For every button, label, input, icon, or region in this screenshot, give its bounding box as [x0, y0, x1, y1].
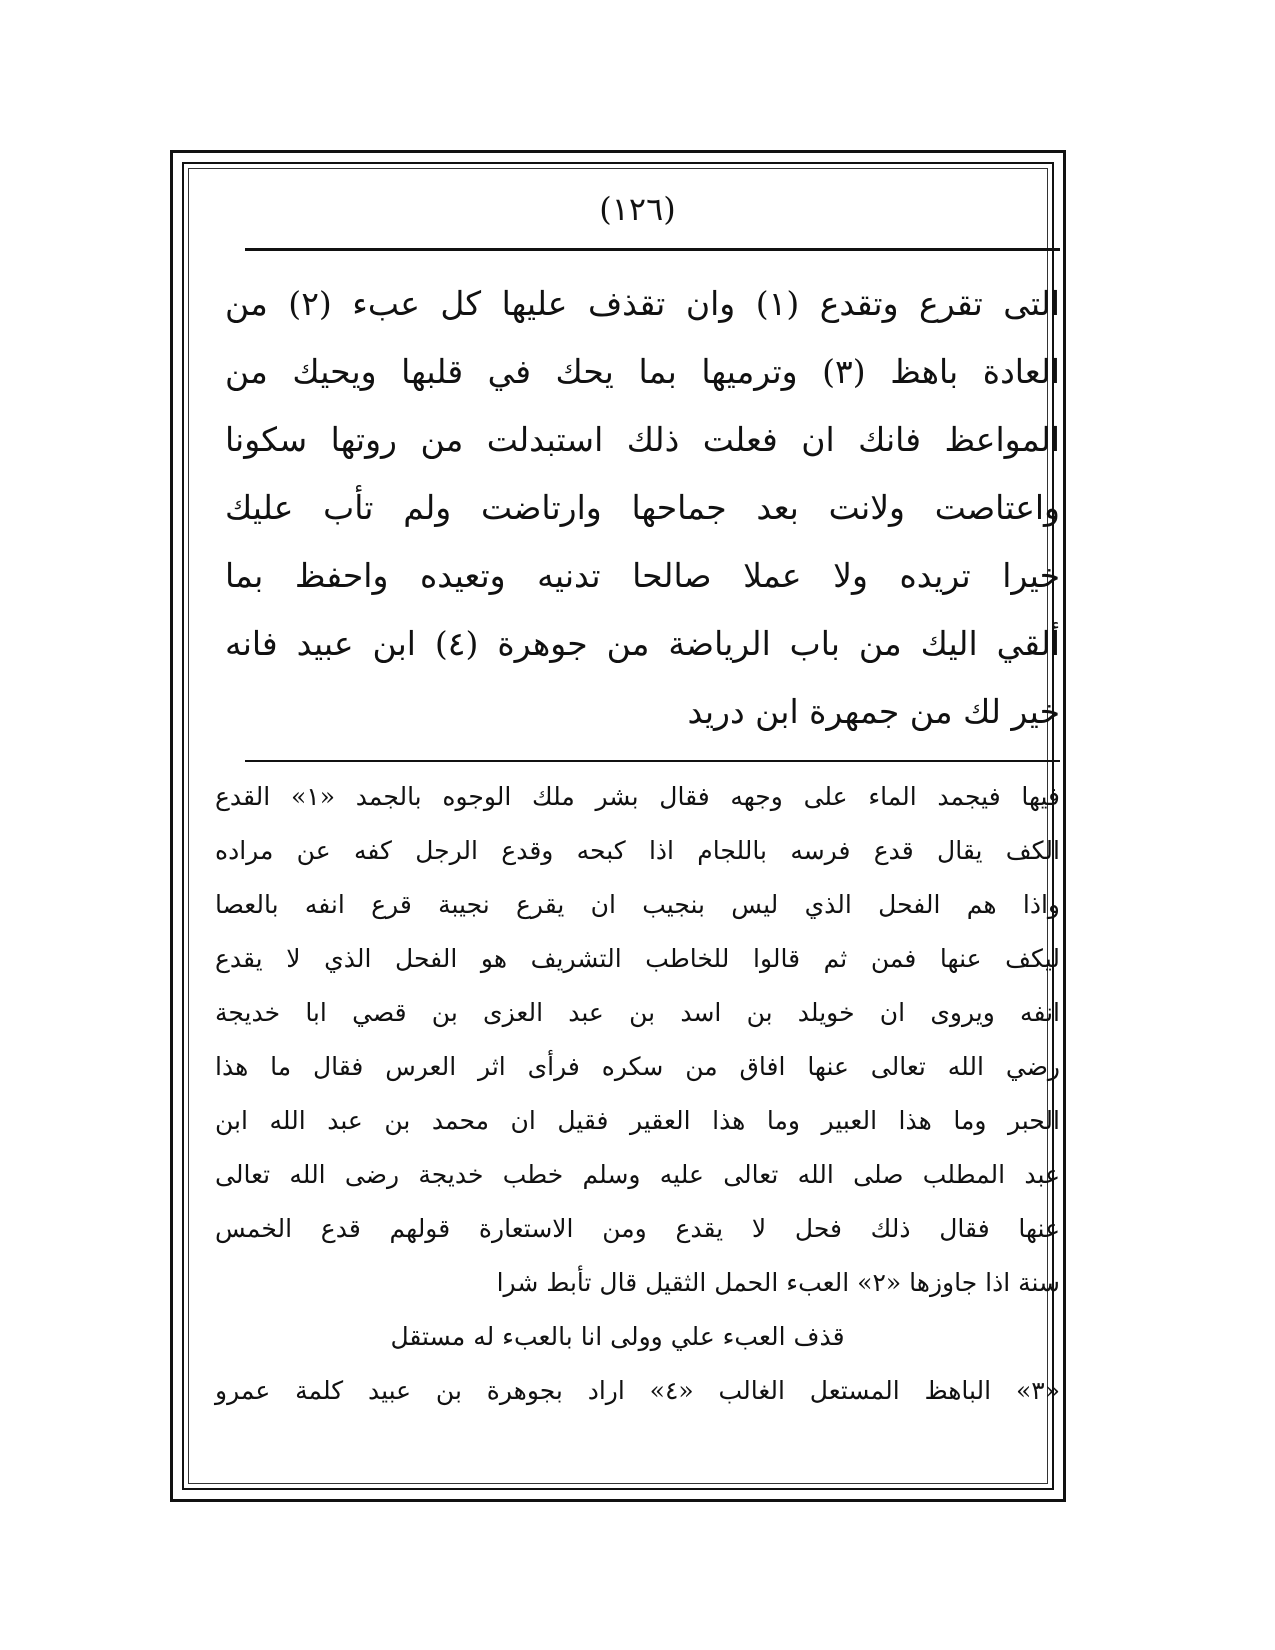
footnote-separator-rule: [245, 760, 1060, 762]
footnote-line: فيها فيجمد الماء على وجهه فقال بشر ملك الوجوه بالجمد «١» القدع: [215, 782, 1061, 811]
footnote-line: رضي الله تعالى عنها افاق من سكره فرأى اثر العرس فقال ما هذا: [215, 1052, 1060, 1081]
footnote-line: ليكف عنها فمن ثم قالوا للخاطب التشريف هو الفحل الذي لا يقدع: [215, 944, 1060, 973]
footnote-line: عنها فقال ذلك فحل لا يقدع ومن الاستعارة قولهم قدع الخمس: [215, 1214, 1060, 1243]
page-number: (١٢٦): [599, 190, 676, 228]
main-text-line: خيرا تريده ولا عملا صالحا تدنيه وتعيده واحفظ بما: [225, 556, 1060, 595]
footnote-line: الكف يقال قدع فرسه باللجام اذا كبحه وقدع الرجل كفه عن مراده: [215, 836, 1060, 865]
main-text-line: ألقي اليك من باب الرياضة من جوهرة (٤) ابن عبيد فانه: [225, 624, 1060, 663]
footnote-line: عبد المطلب صلى الله تعالى عليه وسلم خطب خديجة رضى الله تعالى: [215, 1160, 1060, 1189]
main-text-line: المواعظ فانك ان فعلت ذلك استبدلت من روتها سكونا: [225, 420, 1060, 459]
main-text-line: التى تقرع وتقدع (١) وان تقذف عليها كل عبء (٢) من: [225, 284, 1060, 323]
footnote-line: سنة اذا جاوزها «٢» العبء الحمل الثقيل قال تأبط شرا: [496, 1268, 1060, 1297]
footnote-line: «٣» الباهظ المستعل الغالب «٤» اراد بجوهرة بن عبيد كلمة عمرو: [215, 1376, 1060, 1405]
footnote-line: انفه ويروى ان خويلد بن اسد بن عبد العزى بن قصي ابا خديجة: [215, 998, 1060, 1027]
main-text-line: خير لك من جمهرة ابن دريد: [687, 692, 1060, 731]
main-text-block: [225, 270, 1060, 746]
footnote-line: واذا هم الفحل الذي ليس بنجيب ان يقرع نجيبة قرع انفه بالعصا: [215, 890, 1060, 919]
header-rule: [245, 248, 1060, 251]
main-text-line: واعتاصت ولانت بعد جماحها وارتاضت ولم تأب عليك: [225, 488, 1060, 527]
main-text-line: العادة باهظ (٣) وترميها بما يحك في قلبها ويحيك من: [225, 352, 1060, 391]
footnote-verse-line: قذف العبء علي وولى انا بالعبء له مستقل: [390, 1322, 845, 1351]
footnote-line: الحبر وما هذا العبير وما هذا العقير فقيل ان محمد بن عبد الله ابن: [215, 1106, 1061, 1135]
footnotes-block: [215, 770, 1060, 1418]
